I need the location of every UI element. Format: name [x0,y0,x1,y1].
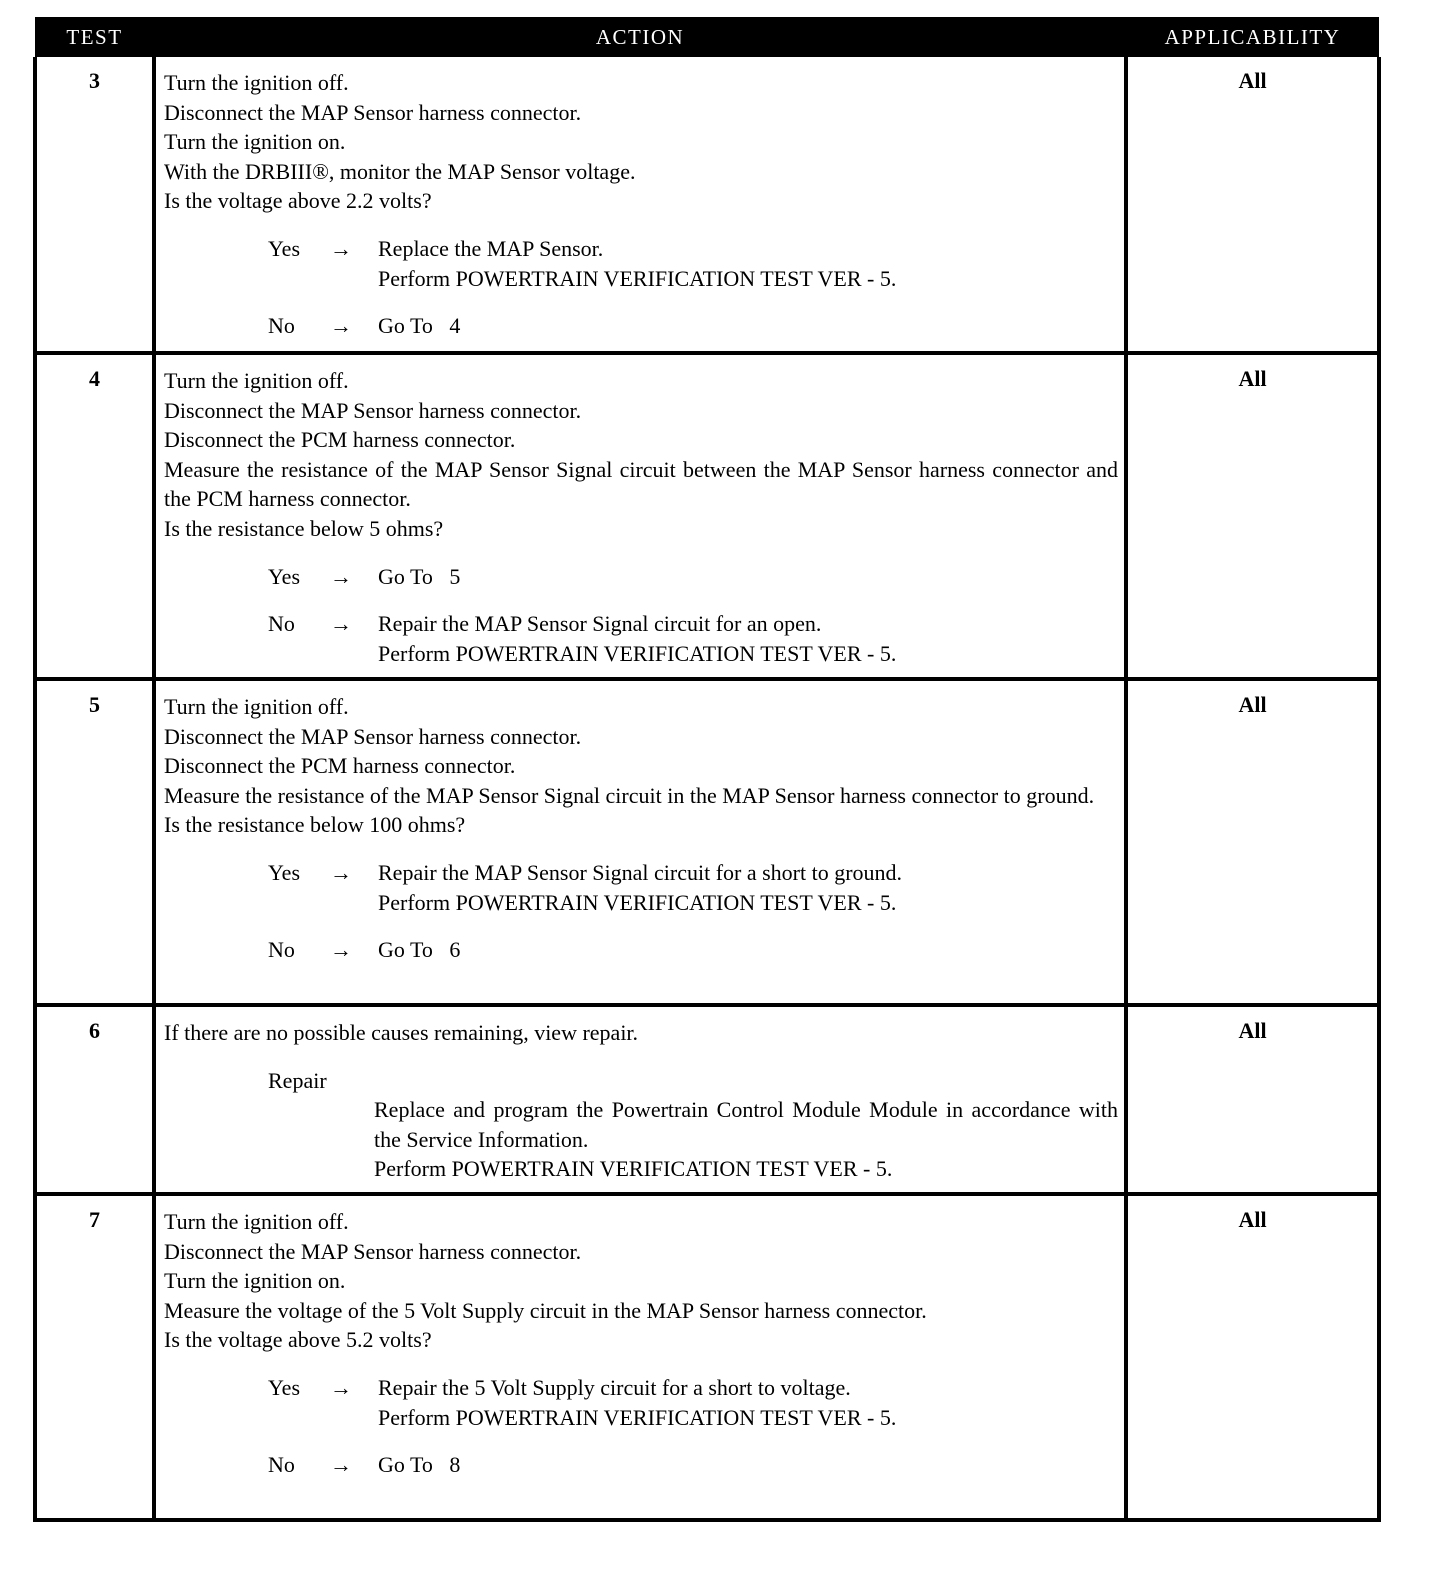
right-arrow-icon: → [330,937,352,963]
repair-text: Replace and program the Powertrain Control Module Module in accordance with the Service Information. [374,1097,1118,1152]
table-row-test-6 [35,1005,1379,1194]
step-text: With the DRBIII®, monitor the MAP Sensor voltage. [164,158,636,184]
no-label: No [268,611,295,637]
right-arrow-icon: → [330,1374,352,1400]
result-text: Repair the 5 Volt Supply circuit for a short to voltage. [378,1374,851,1400]
step-text: Measure the resistance of the MAP Sensor Signal circuit in the MAP Sensor harness connector to ground. [164,782,1095,808]
yes-label: Yes [268,563,301,589]
repair-perform-text: Perform POWERTRAIN VERIFICATION TEST VER - 5. [374,1156,893,1182]
repair-label: Repair [268,1067,327,1093]
action-cell [154,57,1126,353]
step-text: Turn the ignition off. [164,694,349,719]
right-arrow-icon: → [330,611,352,637]
yes-label: Yes [268,859,301,885]
step-text: Disconnect the MAP Sensor harness connector. [164,723,582,749]
applicability-value: All [1126,1194,1379,1520]
result-text: Perform POWERTRAIN VERIFICATION TEST VER - 5. [378,1404,897,1430]
applicability-value: All [1126,353,1379,679]
step-text: Disconnect the PCM harness connector. [164,753,516,779]
header-applicability: APPLICABILITY [1126,17,1379,57]
yes-branch [164,1373,1118,1432]
step-text: Disconnect the MAP Sensor harness connector. [164,1238,582,1264]
diagnostic-table [33,17,1381,1522]
step-text: Turn the ignition on. [164,1268,346,1294]
right-arrow-icon: → [330,313,352,339]
test-number: 6 [35,1005,154,1194]
step-text: Disconnect the MAP Sensor harness connector. [164,99,582,125]
test-number: 7 [35,1194,154,1520]
no-branch [164,311,1118,341]
table-row-test-5 [35,679,1379,1005]
yes-branch [164,562,1118,592]
test-number: 5 [35,679,154,1005]
goto-text: Go To 8 [378,1452,461,1478]
action-cell [154,1005,1126,1194]
yes-branch [164,234,1118,293]
action-cell [154,679,1126,1005]
result-text: Repair the MAP Sensor Signal circuit for an open. [378,611,822,637]
repair-body [164,1095,1118,1184]
table-row-test-7 [35,1194,1379,1520]
question-text: Is the voltage above 2.2 volts? [164,188,432,214]
no-label: No [268,1452,295,1478]
step-text: Measure the voltage of the 5 Volt Supply circuit in the MAP Sensor harness connector. [164,1297,927,1323]
applicability-value: All [1126,57,1379,353]
right-arrow-icon: → [330,1452,352,1478]
result-text: Perform POWERTRAIN VERIFICATION TEST VER - 5. [378,265,897,291]
yes-label: Yes [268,235,301,261]
result-text: Perform POWERTRAIN VERIFICATION TEST VER - 5. [378,889,897,915]
step-text: Disconnect the MAP Sensor harness connector. [164,397,582,423]
step-text: Turn the ignition on. [164,129,346,155]
result-text: Repair the MAP Sensor Signal circuit for a short to ground. [378,859,903,885]
result-text: Replace the MAP Sensor. [378,235,604,261]
applicability-value: All [1126,1005,1379,1194]
step-text: Turn the ignition off. [164,70,349,95]
test-number: 4 [35,353,154,679]
header-action: ACTION [154,17,1126,57]
table-row-test-3 [35,57,1379,353]
header-test: TEST [35,17,154,57]
question-text: Is the resistance below 5 ohms? [164,515,444,541]
question-text: Is the voltage above 5.2 volts? [164,1327,432,1353]
no-branch [164,1450,1118,1480]
step-text: Turn the ignition off. [164,368,349,393]
right-arrow-icon: → [330,859,352,885]
question-text: Is the resistance below 100 ohms? [164,812,466,838]
step-text: Turn the ignition off. [164,1208,349,1234]
action-cell [154,353,1126,679]
no-label: No [268,313,295,339]
goto-text: Go To 5 [378,563,461,589]
no-branch [164,609,1118,668]
applicability-value: All [1126,679,1379,1005]
no-label: No [268,937,295,963]
no-branch [164,935,1118,965]
table-row-test-4 [35,353,1379,679]
step-text: If there are no possible causes remaining, view repair. [164,1020,639,1045]
step-text: Disconnect the PCM harness connector. [164,427,516,453]
yes-label: Yes [268,1374,301,1400]
test-number: 3 [35,57,154,353]
yes-branch [164,858,1118,917]
step-text: Measure the resistance of the MAP Sensor Signal circuit between the MAP Sensor harness connector and the PCM harness connector. [164,456,1118,512]
goto-text: Go To 6 [378,937,461,963]
goto-text: Go To 4 [378,313,461,339]
right-arrow-icon: → [330,235,352,261]
table-header-row [35,17,1379,57]
result-text: Perform POWERTRAIN VERIFICATION TEST VER - 5. [378,640,897,666]
diagnostic-test-sheet [33,17,1377,1522]
action-cell [154,1194,1126,1520]
right-arrow-icon: → [330,563,352,589]
